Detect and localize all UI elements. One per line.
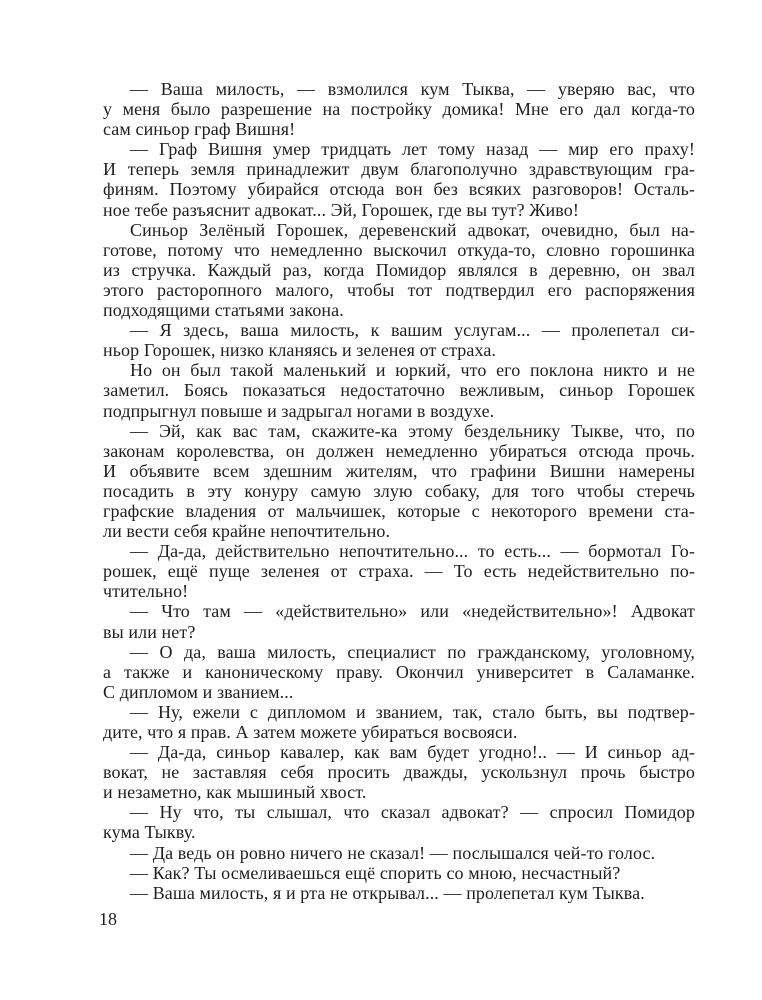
paragraph xyxy=(103,421,695,542)
text-line: С дипломом и званием... xyxy=(103,681,294,702)
paragraph xyxy=(103,742,695,802)
paragraph xyxy=(103,802,695,842)
text-line: — Я здесь, ваша милость, к вашим услугам... — пролепетал си- xyxy=(130,320,695,341)
text-block xyxy=(103,79,695,903)
text-line: кума Тыкву. xyxy=(103,822,196,843)
text-line: ное тебе разъяснит адвокат... Эй, Горошек, где вы тут? Живо! xyxy=(103,199,579,220)
text-line: Но он был такой маленький и юркий, что его поклона никто и не xyxy=(130,360,695,381)
text-line: — Ну, ежели с дипломом и званием, так, стало быть, вы подтвер- xyxy=(130,701,695,722)
text-line: — Ваша милость, — взмолился кум Тыква, — уверяю вас, что xyxy=(130,79,695,99)
paragraph xyxy=(103,360,695,420)
page-number: 18 xyxy=(99,909,117,929)
text-line: — Что там — «действительно» или «недействительно»! Адвокат xyxy=(130,601,695,622)
paragraph xyxy=(103,320,695,360)
paragraph xyxy=(103,601,695,641)
text-line: сам синьор граф Вишня! xyxy=(103,119,296,140)
text-line: — Да-да, действительно непочтительно... то есть... — бормотал Го- xyxy=(130,541,695,562)
paragraph xyxy=(103,541,695,601)
text-line: из стручка. Каждый раз, когда Помидор являлся в деревню, он звал xyxy=(103,259,695,280)
text-line: а также и каноническому праву. Окончил университет в Саламанке. xyxy=(103,661,695,682)
text-line: ли вести себя крайне непочтительно. xyxy=(103,521,391,542)
text-line: — О да, ваша милость, специалист по гражданскому, уголовному, xyxy=(130,641,695,662)
paragraph xyxy=(103,642,695,702)
text-line: графские владения от мальчишек, которые с некоторого времени ста- xyxy=(103,500,695,521)
paragraph xyxy=(103,702,695,742)
paragraph xyxy=(103,863,695,883)
text-line: посадить в эту конуру самую злую собаку, для того чтобы стеречь xyxy=(103,480,695,501)
text-line: готове, потому что немедленно выскочил откуда-то, словно горошинка xyxy=(103,239,695,260)
text-line: — Да ведь он ровно ничего не сказал! — послышался чей-то голос. xyxy=(130,842,656,863)
text-line: и незаметно, как мышиный хвост. xyxy=(103,782,367,803)
text-line: И объявите всем здешним жителям, что графини Вишни намерены xyxy=(103,460,695,481)
text-line: у меня было разрешение на постройку домика! Мне его дал когда-то xyxy=(103,99,695,120)
text-line: — Как? Ты осмеливаешься ещё спорить со мною, несчастный? xyxy=(130,862,621,883)
text-line: — Эй, как вас там, скажите-ка этому бездельнику Тыкве, что, по xyxy=(130,420,695,441)
paragraph xyxy=(103,139,695,219)
text-line: вы или нет? xyxy=(103,621,196,642)
paragraph xyxy=(103,79,695,139)
text-line: подпрыгнул повыше и задрыгал ногами в воздухе. xyxy=(103,400,495,421)
text-line: вокат, не заставляя себя просить дважды, ускользнул прочь быстро xyxy=(103,762,695,783)
text-line: подходящими статьями закона. xyxy=(103,300,344,321)
text-line: рошек, ещё пуще зеленея от страха. — То есть недействительно по- xyxy=(103,561,695,582)
paragraph xyxy=(103,220,695,320)
paragraph xyxy=(103,883,695,903)
text-line: — Ваша милость, я и рта не открывал... — пролепетал кум Тыква. xyxy=(130,882,645,903)
text-line: чтительно! xyxy=(103,581,189,602)
text-line: Синьор Зелёный Горошек, деревенский адвокат, очевидно, был на- xyxy=(130,219,695,240)
text-line: финям. Поэтому убирайся отсюда вон без всяких разговоров! Осталь- xyxy=(103,179,695,200)
text-line: И теперь земля принадлежит двум благополучно здравствующим гра- xyxy=(103,159,695,180)
text-line: — Ну что, ты слышал, что сказал адвокат? — спросил Помидор xyxy=(130,802,695,823)
text-line: законам королевства, он должен немедленно убираться отсюда прочь. xyxy=(103,440,695,461)
text-line: дите, что я прав. А затем можете убираться восвояси. xyxy=(103,722,518,742)
text-line: заметил. Боясь показаться недостаточно вежливым, синьор Горошек xyxy=(103,380,695,401)
text-line: ньор Горошек, низко кланяясь и зеленея от страха. xyxy=(103,340,497,361)
text-line: этого расторопного малого, чтобы тот подтвердил его распоряжения xyxy=(103,279,695,300)
text-line: — Да-да, синьор кавалер, как вам будет угодно!.. — И синьор ад- xyxy=(130,742,695,763)
paragraph xyxy=(103,843,695,863)
text-line: — Граф Вишня умер тридцать лет тому назад — мир его праху! xyxy=(130,139,695,160)
